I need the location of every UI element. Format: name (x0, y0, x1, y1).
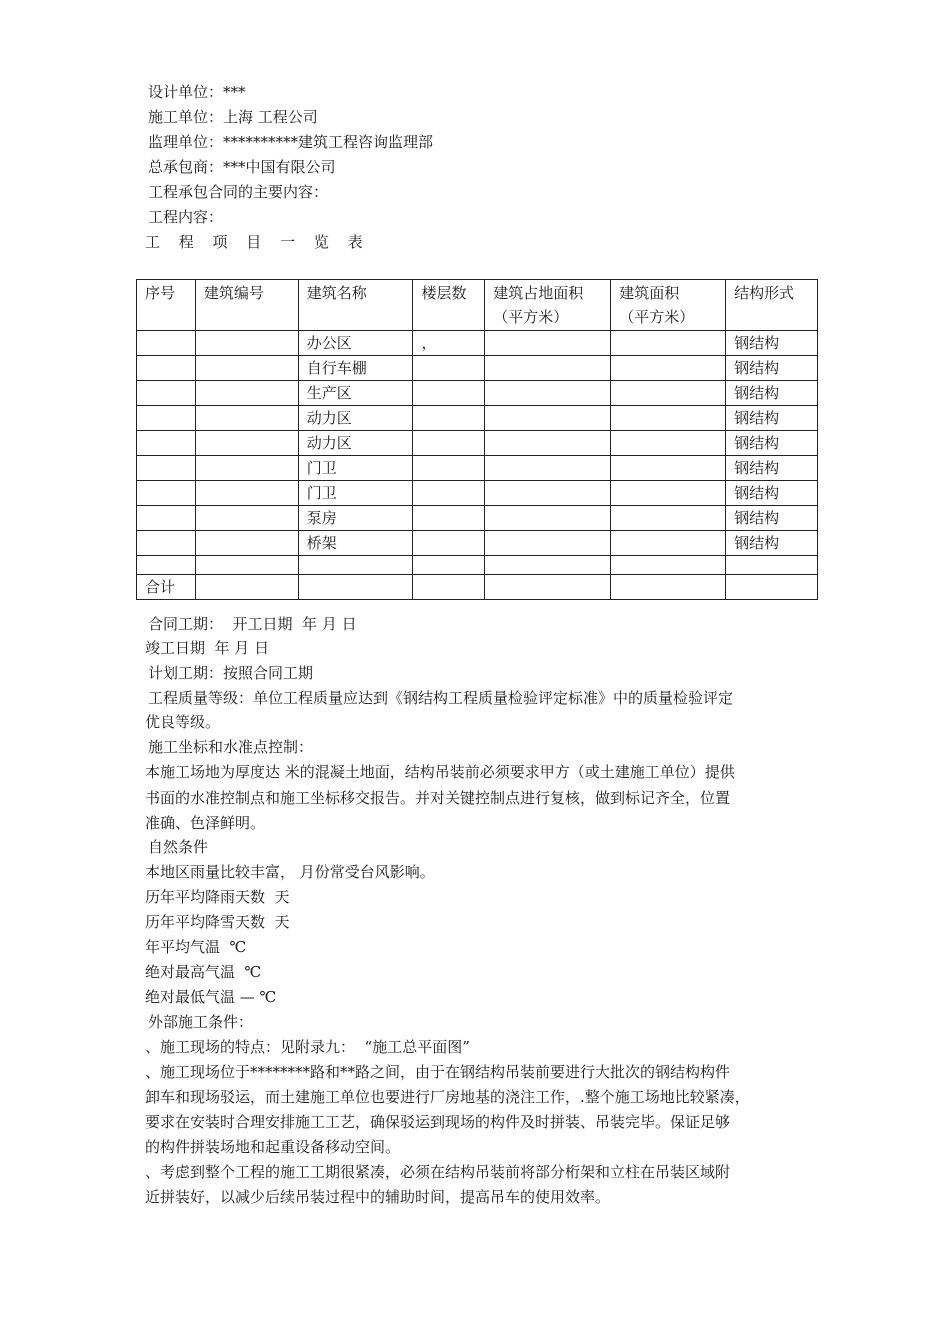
table-cell (195, 406, 298, 431)
table-cell: 钢结构 (726, 331, 818, 356)
table-cell (413, 431, 485, 456)
table-cell: 自行车棚 (298, 356, 413, 381)
table-row (137, 331, 818, 356)
col-header-building-name: 建筑名称 (298, 280, 413, 331)
contract-period-line: 合同工期： 开工日期 年 月 日 (148, 615, 357, 633)
general-contractor-line: 总承包商：***中国有限公司 (148, 158, 336, 176)
table-title: 工 程 项 目 一 览 表 (145, 233, 370, 251)
table-cell: 桥架 (298, 531, 413, 556)
table-row (137, 406, 818, 431)
table-cell (137, 456, 196, 481)
col-header-serial: 序号 (137, 280, 196, 331)
table-cell (726, 556, 818, 575)
paragraph-line: 书面的水准控制点和施工坐标移交报告。并对关键控制点进行复核，做到标记齐全，位置 (145, 789, 731, 807)
table-cell: 动力区 (298, 431, 413, 456)
table-cell (413, 556, 485, 575)
table-cell (413, 456, 485, 481)
external-conditions-heading: 外部施工条件： (148, 1013, 254, 1031)
avg-temp-line: 年平均气温 ℃ (145, 938, 247, 956)
paragraph-line: 、考虑到整个工程的施工工期很紧凑，必须在结构吊装前将部分桁架和立柱在吊装区域附 (145, 1163, 731, 1181)
table-cell: 动力区 (298, 406, 413, 431)
table-cell (611, 331, 726, 356)
table-cell: 钢结构 (726, 456, 818, 481)
table-cell (611, 381, 726, 406)
table-cell: 钢结构 (726, 431, 818, 456)
table-cell (485, 356, 611, 381)
table-cell (611, 406, 726, 431)
table-cell: 钢结构 (726, 531, 818, 556)
table-cell: ， (413, 331, 485, 356)
table-cell (137, 406, 196, 431)
table-row (137, 481, 818, 506)
table-header-row (137, 280, 818, 331)
col-header-building-area: 建筑面积 （平方米） (611, 280, 726, 331)
quality-grade-line: 工程质量等级：单位工程质量应达到《钢结构工程质量检验评定标准》中的质量检验评定 (148, 689, 734, 707)
table-row (137, 456, 818, 481)
table-cell (611, 556, 726, 575)
table-cell (485, 406, 611, 431)
table-cell (611, 575, 726, 600)
table-cell: 钢结构 (726, 481, 818, 506)
table-cell (137, 531, 196, 556)
table-cell: 钢结构 (726, 381, 818, 406)
table-cell (413, 531, 485, 556)
table-cell (137, 431, 196, 456)
paragraph-line: 准确、色泽鲜明。 (145, 814, 266, 832)
paragraph-line: 、施工现场位于********路和**路之间，由于在钢结构吊装前要进行大批次的钢结构构件 (145, 1063, 731, 1081)
table-cell: 门卫 (298, 456, 413, 481)
col-header-structure: 结构形式 (726, 280, 818, 331)
table-cell (413, 481, 485, 506)
table-cell (611, 356, 726, 381)
total-label: 合计 (137, 575, 196, 600)
table-cell (485, 331, 611, 356)
table-cell (413, 356, 485, 381)
table-cell (137, 481, 196, 506)
table-cell (726, 575, 818, 600)
table-row (137, 531, 818, 556)
table-cell (298, 556, 413, 575)
table-cell (137, 381, 196, 406)
table-cell (485, 506, 611, 531)
table-row (137, 431, 818, 456)
table-cell (485, 381, 611, 406)
table-cell (611, 481, 726, 506)
paragraph-line: 本地区雨量比较丰富， 月份常受台风影响。 (145, 863, 435, 881)
paragraph-line: 的构件拼装场地和起重设备移动空间。 (145, 1138, 401, 1156)
supervision-unit-line: 监理单位：**********建筑工程咨询监理部 (148, 133, 434, 151)
max-temp-line: 绝对最高气温 ℃ (145, 963, 262, 981)
table-cell (137, 331, 196, 356)
table-cell (195, 506, 298, 531)
table-cell (137, 356, 196, 381)
col-header-building-code: 建筑编号 (195, 280, 298, 331)
table-row (137, 356, 818, 381)
table-cell: 钢结构 (726, 506, 818, 531)
table-row (137, 381, 818, 406)
table-cell (195, 481, 298, 506)
paragraph-line: 本施工场地为厚度达 米的混凝土地面，结构吊装前必须要求甲方（或土建施工单位）提供 (145, 763, 735, 781)
paragraph-line: 卸车和现场驳运，而土建施工单位也要进行厂房地基的浇注工作，.整个施工场地比较紧凑， (145, 1088, 750, 1106)
table-cell (611, 506, 726, 531)
table-cell (137, 506, 196, 531)
table-cell (413, 406, 485, 431)
table-cell: 办公区 (298, 331, 413, 356)
table-cell (195, 431, 298, 456)
table-cell (413, 381, 485, 406)
quality-grade-line-2: 优良等级。 (145, 713, 221, 731)
table-cell (485, 431, 611, 456)
table-cell (611, 431, 726, 456)
completion-date-line: 竣工日期 年 月 日 (145, 639, 270, 657)
table-cell (611, 456, 726, 481)
table-cell (195, 381, 298, 406)
table-cell (195, 456, 298, 481)
planned-period-line: 计划工期：按照合同工期 (148, 664, 314, 682)
paragraph-line: 要求在安装时合理安排施工工艺，确保驳运到现场的构件及时拼装、吊装完毕。保证足够 (145, 1113, 731, 1131)
table-cell: 钢结构 (726, 356, 818, 381)
table-cell (413, 506, 485, 531)
contract-content-heading: 工程承包合同的主要内容： (148, 183, 329, 201)
table-cell (485, 556, 611, 575)
project-list-table (136, 279, 818, 600)
col-header-land-area: 建筑占地面积 （平方米） (485, 280, 611, 331)
table-cell (485, 531, 611, 556)
table-cell: 钢结构 (726, 406, 818, 431)
table-row (137, 506, 818, 531)
snow-days-line: 历年平均降雪天数 天 (145, 913, 290, 931)
table-cell (137, 556, 196, 575)
col-header-floors: 楼层数 (413, 280, 485, 331)
paragraph-line: 近拼装好，以减少后续吊装过程中的辅助时间，提高吊车的使用效率。 (145, 1188, 611, 1206)
table-cell (485, 481, 611, 506)
table-cell (413, 575, 485, 600)
paragraph-line: 、施工现场的特点：见附录九： “施工总平面图” (145, 1038, 470, 1056)
natural-conditions-heading: 自然条件 (148, 838, 209, 856)
design-unit-line: 设计单位：*** (148, 83, 246, 101)
table-cell: 生产区 (298, 381, 413, 406)
rain-days-line: 历年平均降雨天数 天 (145, 888, 290, 906)
table-cell (611, 531, 726, 556)
table-cell (195, 575, 298, 600)
table-total-row (137, 575, 818, 600)
table-cell (485, 575, 611, 600)
construction-unit-line: 施工单位：上海 工程公司 (148, 108, 318, 126)
coordinate-control-heading: 施工坐标和水准点控制： (148, 738, 314, 756)
project-content-heading: 工程内容： (148, 208, 224, 226)
table-cell (195, 331, 298, 356)
min-temp-line: 绝对最低气温 — ℃ (145, 988, 277, 1006)
table-row (137, 556, 818, 575)
table-cell: 泵房 (298, 506, 413, 531)
table-cell (195, 356, 298, 381)
table-cell: 门卫 (298, 481, 413, 506)
table-cell (298, 575, 413, 600)
table-cell (195, 556, 298, 575)
table-cell (195, 531, 298, 556)
table-cell (485, 456, 611, 481)
